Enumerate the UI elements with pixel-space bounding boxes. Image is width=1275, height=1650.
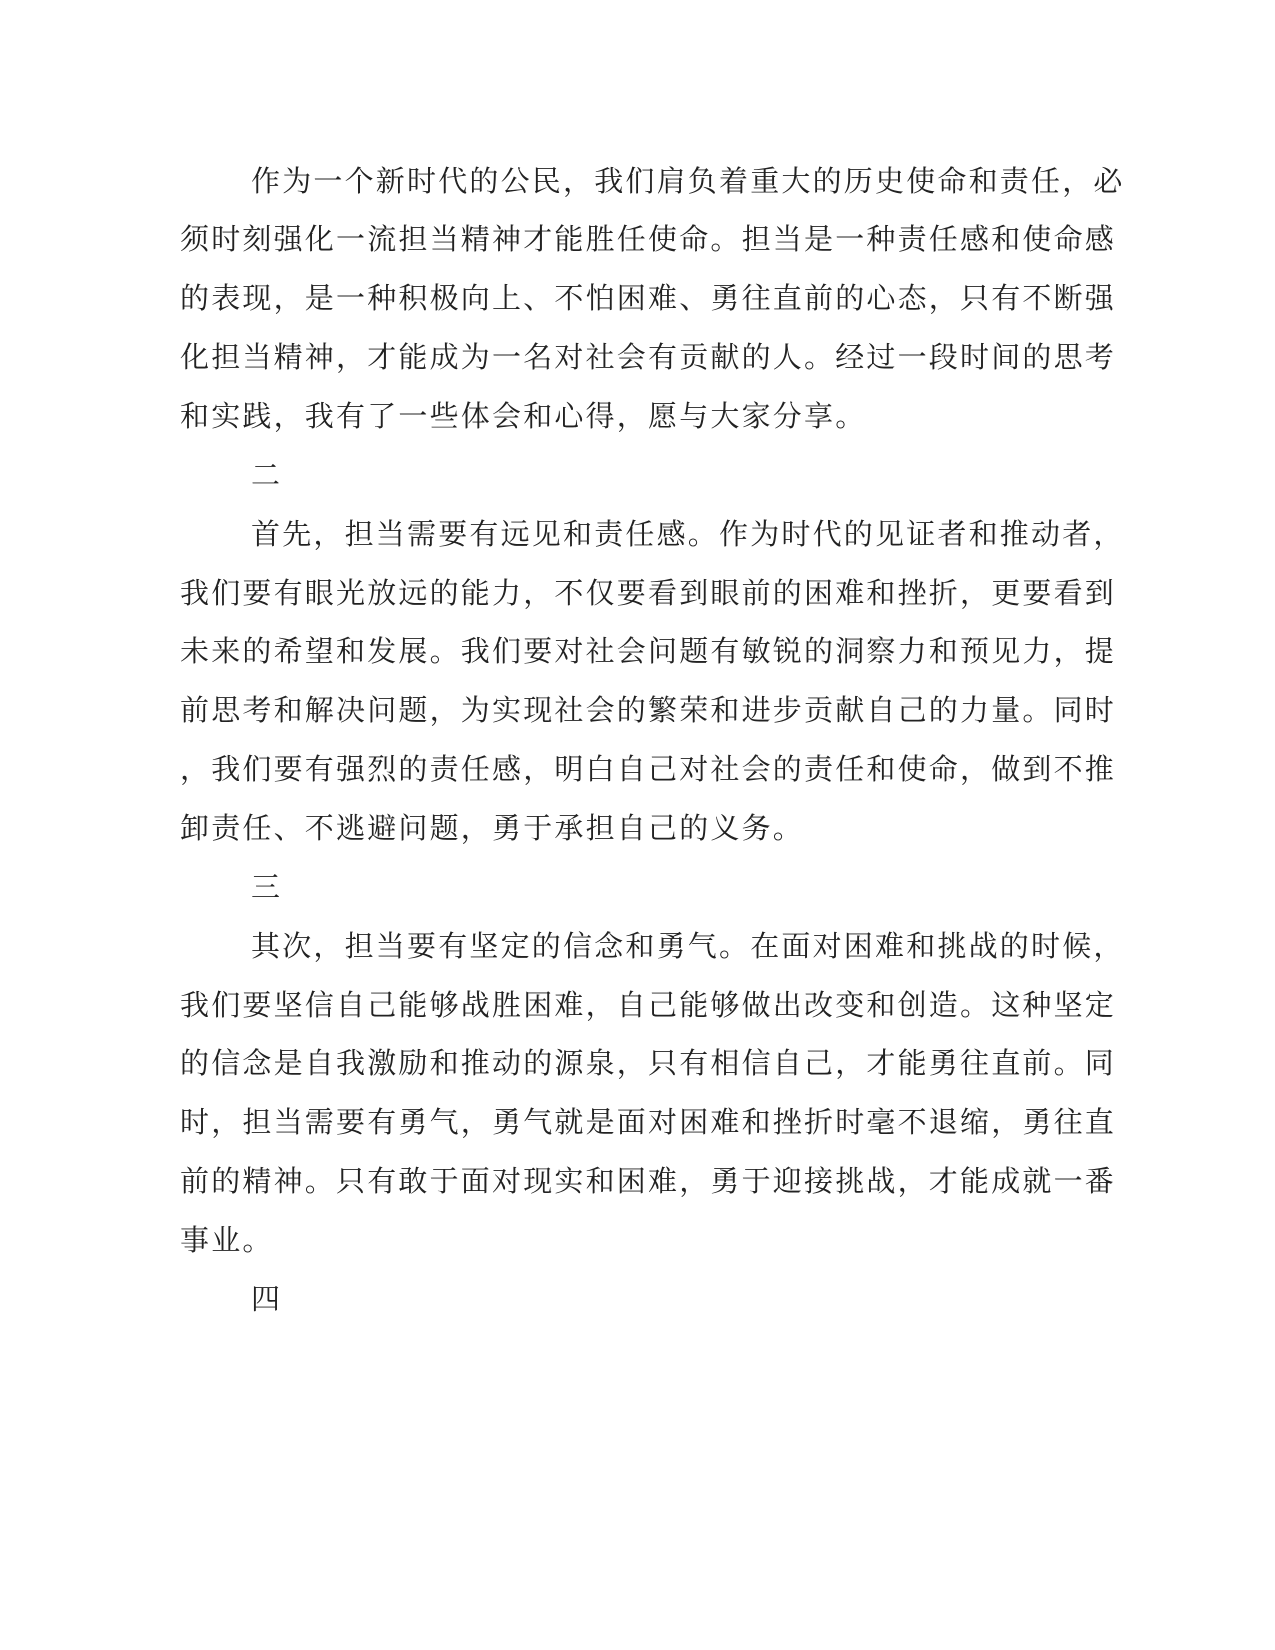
paragraph-3-line-1: 其次，担当要有坚定的信念和勇气。在面对困难和挑战的时候， (251, 929, 1125, 963)
paragraph-1-line-3: 的表现，是一种积极向上、不怕困难、勇往直前的心态，只有不断强 (180, 281, 1117, 315)
paragraph-3-line-5: 前的精神。只有敢于面对现实和困难，勇于迎接挑战，才能成就一番 (180, 1164, 1117, 1198)
paragraph-2-line-1: 首先，担当需要有远见和责任感。作为时代的见证者和推动者， (251, 517, 1125, 551)
section-number-3: 三 (251, 870, 281, 904)
paragraph-2-line-2: 我们要有眼光放远的能力，不仅要看到眼前的困难和挫折，更要看到 (180, 576, 1117, 610)
paragraph-1-line-5: 和实践，我有了一些体会和心得，愿与大家分享。 (180, 399, 867, 433)
paragraph-1-line-2: 须时刻强化一流担当精神才能胜任使命。担当是一种责任感和使命感 (180, 222, 1117, 256)
paragraph-3-line-4: 时，担当需要有勇气，勇气就是面对困难和挫折时毫不退缩，勇往直 (180, 1105, 1117, 1139)
paragraph-3-line-6: 事业。 (180, 1223, 274, 1257)
paragraph-1-line-1: 作为一个新时代的公民，我们肩负着重大的历史使命和责任，必 (251, 164, 1125, 198)
paragraph-3-line-2: 我们要坚信自己能够战胜困难，自己能够做出改变和创造。这种坚定 (180, 988, 1117, 1022)
paragraph-2-line-6: 卸责任、不逃避问题，勇于承担自己的义务。 (180, 811, 805, 845)
section-number-4: 四 (251, 1282, 281, 1316)
paragraph-2-line-4: 前思考和解决问题，为实现社会的繁荣和进步贡献自己的力量。同时 (180, 693, 1117, 727)
paragraph-2-line-3: 未来的希望和发展。我们要对社会问题有敏锐的洞察力和预见力，提 (180, 634, 1117, 668)
section-number-2: 二 (251, 458, 281, 492)
paragraph-2-line-5: ，我们要有强烈的责任感，明白自己对社会的责任和使命，做到不推 (180, 752, 1117, 786)
paragraph-1-line-4: 化担当精神，才能成为一名对社会有贡献的人。经过一段时间的思考 (180, 340, 1117, 374)
paragraph-3-line-3: 的信念是自我激励和推动的源泉，只有相信自己，才能勇往直前。同 (180, 1046, 1117, 1080)
